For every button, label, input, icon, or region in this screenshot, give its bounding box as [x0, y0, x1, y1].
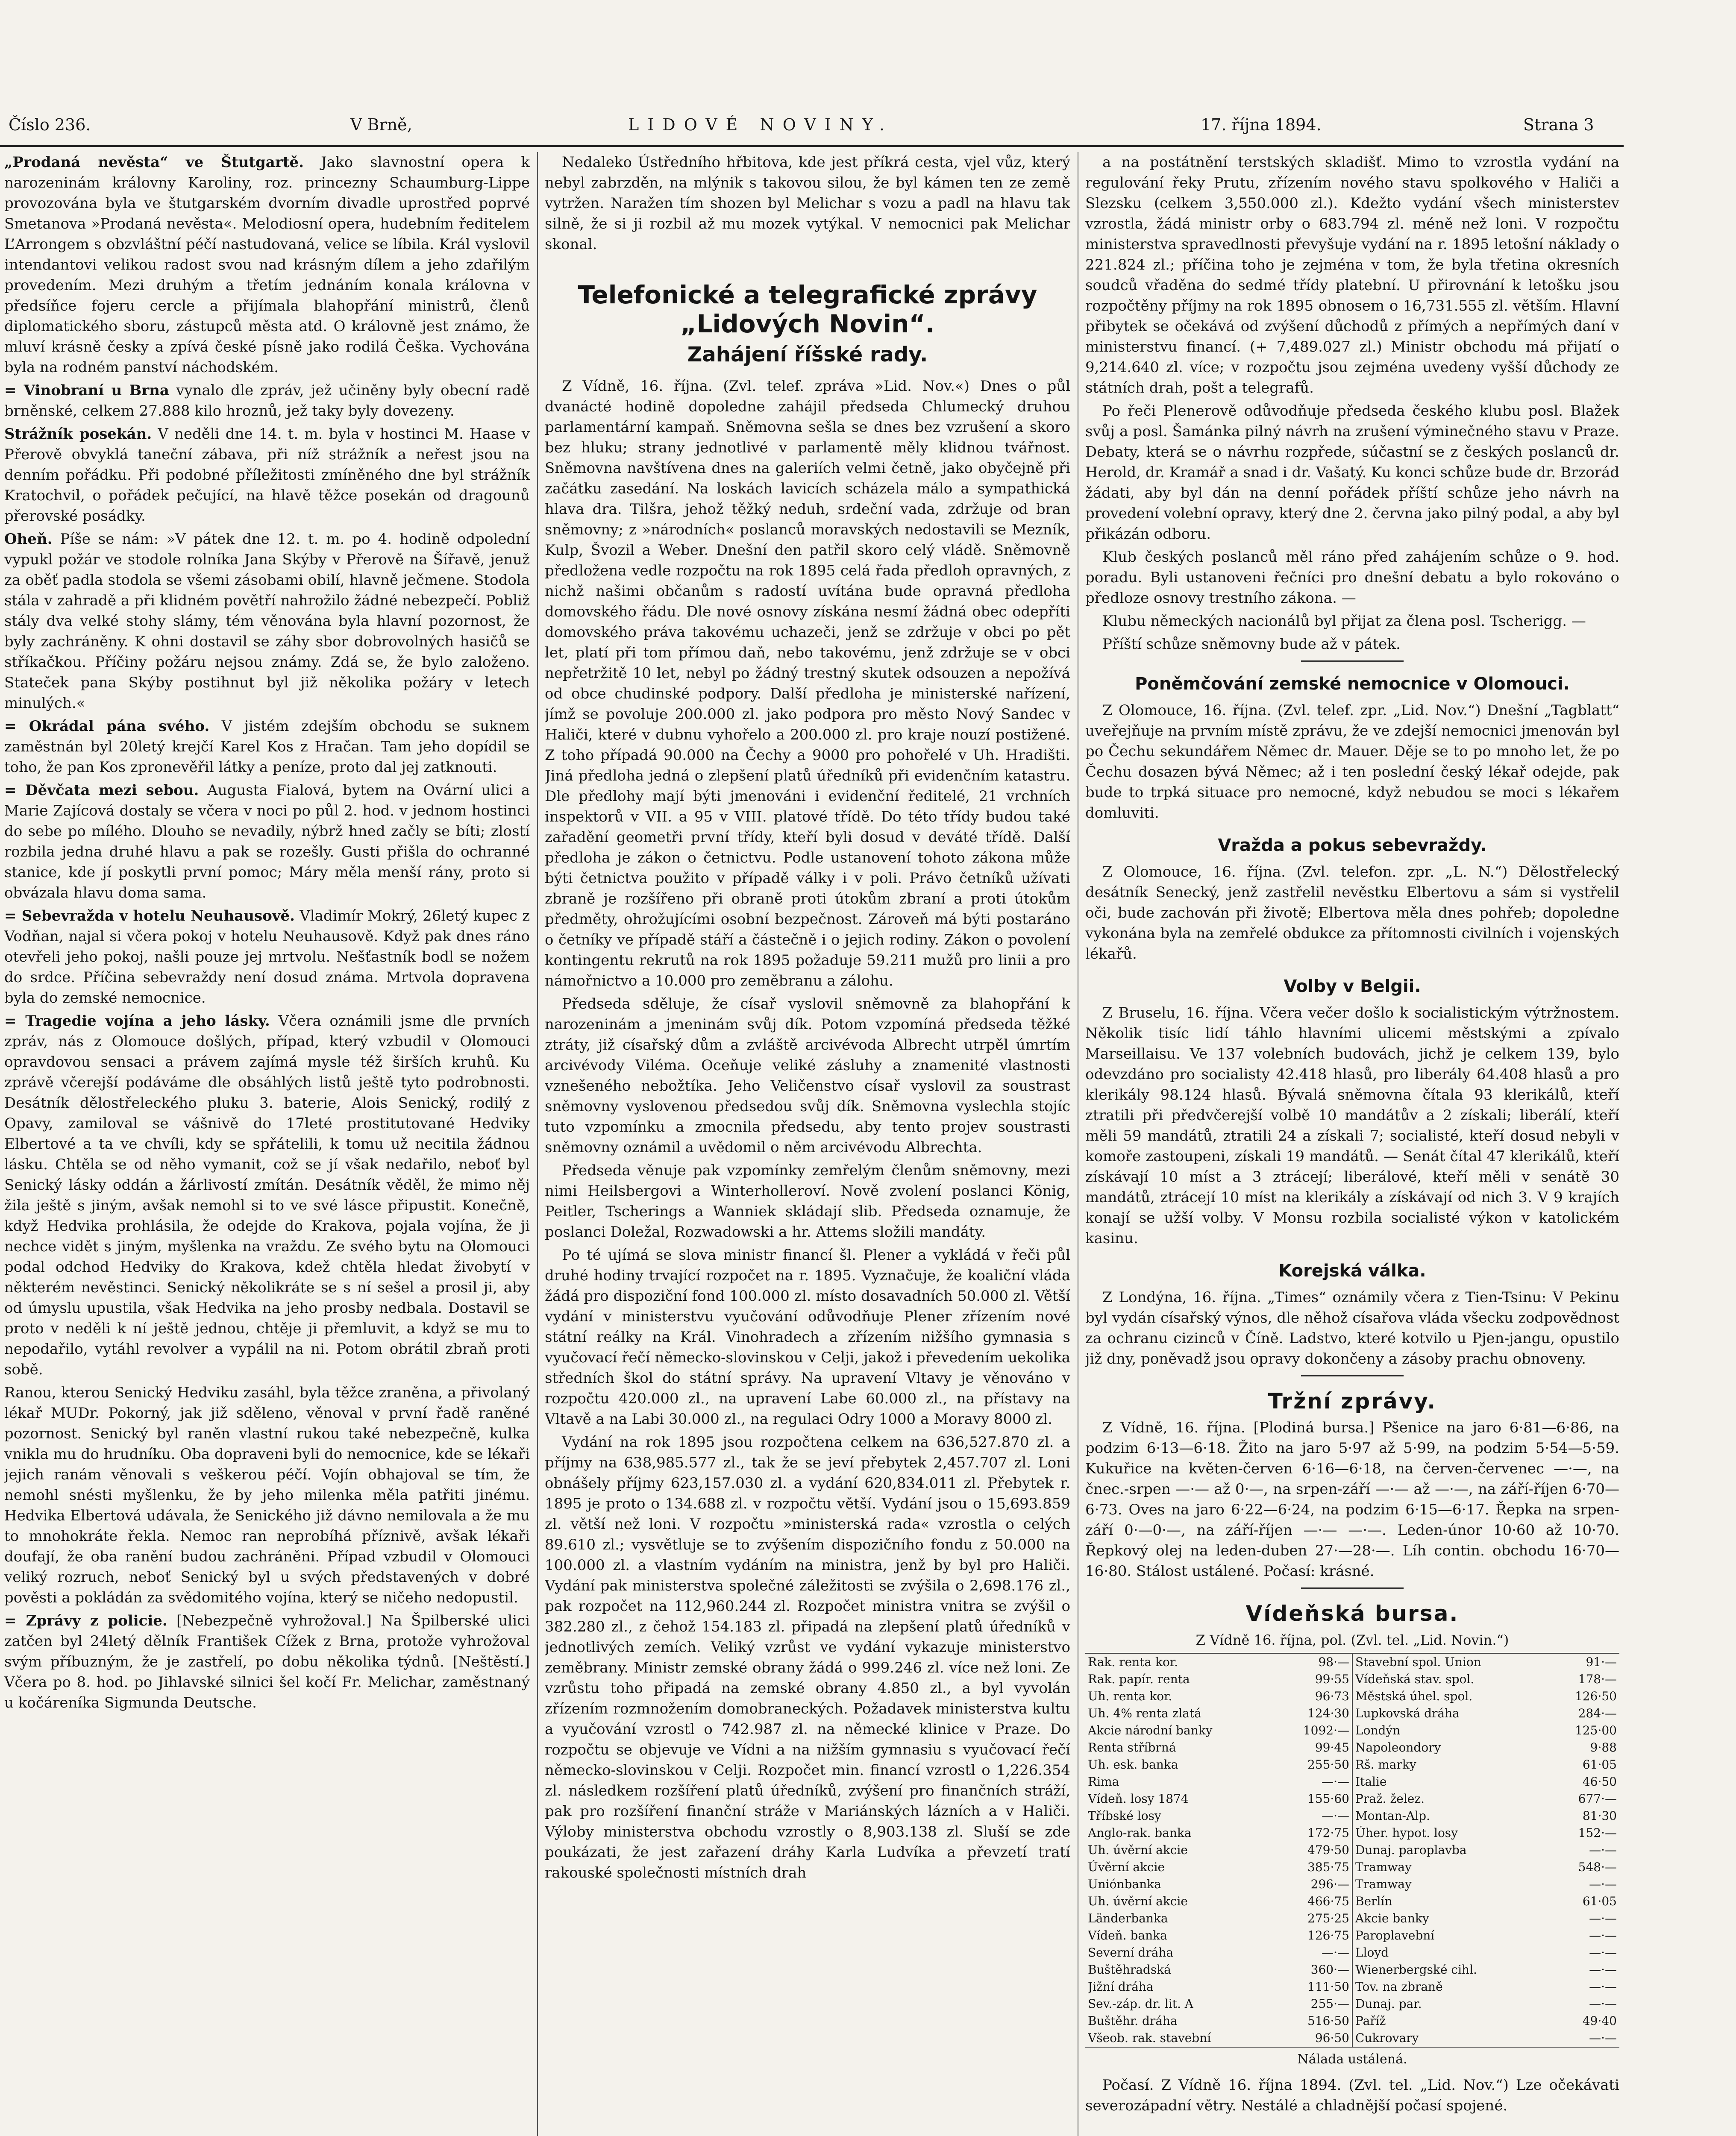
item-headline: = Okrádal pána svého.: [4, 718, 210, 735]
item-text: vynalo dle zpráv, jež učiněny byly obecní radě brněnské, celkem 27.888 kilo hroznů, jež taky byly dovezeny.: [4, 382, 530, 420]
bursa-row: [1355, 1790, 1617, 1807]
bursa-security-name: Paroplavební: [1355, 1928, 1435, 1942]
bursa-security-price: —·—: [1589, 1877, 1617, 1891]
bursa-security-price: 152·—: [1578, 1826, 1617, 1840]
bursa-security-name: Montan-Alp.: [1355, 1809, 1430, 1823]
bursa-security-name: Berlín: [1355, 1894, 1392, 1908]
bursa-row: [1088, 1961, 1349, 1978]
article-paragraph: Předseda věnuje pak vzpomínky zemřelým členům sněmovny, mezi nimi Heilsbergovi a Winterholleroví. Nově zvolení poslanci König, Peitler, Tscherings a Wanniek skládají slib. Předseda oznamuje, že poslanci Doležal, Rozwadowski a hr. Attems složili mandáty.: [545, 1162, 1070, 1241]
item-text: Ranou, kterou Senický Hedviku zasáhl, byla těžce zraněna, a přivolaný lékař MUDr. Pokorný, jak již sděleno, věnoval v první řadě raněné pozornost. Senický byl raněn vlastní rukou také nebezpečně, kulka vnikla mu do hrudníku. Oba dopraveni byli do nemocnice, kde se lékaři jejich ranám věnovali s veškerou péčí. Vojín obhajoval se tím, že nemohl snésti myšlenku, že by jeho milenka měla patřiti jinému. Hedvika Elbertová udávala, že Senického již dávno nemilovala a že mu to mnohokráte řekla. Nemoc ran neprobíhá příznivě, avšak lékaři doufají, že oba ranění budou zachráněni. Případ vzbudil v Olomouci veliký rozruch, neboť Senický byl u svých představených v dobré pověsti a pokládán za svědomitého vojína, který se ničeho nedopustil.: [4, 1384, 530, 1606]
bursa-security-price: 178·—: [1578, 1672, 1617, 1686]
bursa-security-name: Uh. úvěrní akcie: [1088, 1894, 1188, 1908]
issue-date: 17. října 1894.: [1201, 115, 1322, 134]
bursa-row: [1355, 1893, 1617, 1910]
bursa-security-price: 91·—: [1586, 1655, 1617, 1669]
bursa-security-price: 99·45: [1315, 1740, 1349, 1755]
bursa-security-name: Vídeňská stav. spol.: [1355, 1672, 1475, 1686]
bursa-security-name: Rak. papír. renta: [1088, 1672, 1190, 1686]
weather-report: Počasí. Z Vídně 16. října 1894. (Zvl. tel. „Lid. Nov.“) Lze očekávati severozápadní větry. Nestálé a chladnější počasí spojené.: [1085, 2077, 1619, 2114]
bursa-security-price: 126·75: [1307, 1928, 1349, 1942]
bursa-row: [1355, 1842, 1617, 1859]
bursa-security-price: 275·25: [1307, 1911, 1349, 1925]
bursa-row: [1088, 1893, 1349, 1910]
bursa-security-price: 61·05: [1582, 1758, 1617, 1772]
item-text: Vladimír Mokrý, 26letý kupec z Vodňan, najal si včera pokoj v hotelu Neuhausově. Když pak dnes ráno otevřeli jeho pokoj, našli pouze jej mrtvolu. Nešťastník bodl se nožem do srdce. Příčina sebevraždy není dosud známa. Mrtvola dopravena byla do zemské nemocnice.: [4, 907, 530, 1006]
item-headline: = Tragedie vojína a jeho lásky.: [4, 1012, 270, 1030]
column-3: [1085, 152, 1619, 2136]
issue-number: Číslo 236.: [9, 115, 91, 134]
item-text: Jako slavnostní opera k narozeninám královny Karoliny, roz. princezny Schaumburg-Lippe provozována byla ve štutgarském dvorním divadle uprostřed poprvé Smetanova »Prodaná nevěsta«. Melodiosní opera, hudebním ředitelem L’Arrongem s obzvláštní péčí nastudovaná, velice se líbila. Král vyslovil intendantovi velikou radost svou nad krásným dílem a jeho zdařilým provedením. Mezi druhým a třetím jednáním konala královna v předsíňce fojeru cercle a přijímala blahopřání ministrů, členů diplomatického sboru, zástupců města atd. O královně jest známo, že mluví krásně česky a zpívá české písně jako rodilá Češka. Vychována byla na rodném panství náchodském.: [4, 154, 530, 376]
bursa-row: [1355, 1773, 1617, 1790]
place-line: V Brně,: [350, 115, 412, 134]
bursa-security-price: 548·—: [1578, 1860, 1617, 1874]
bursa-security-price: 466·75: [1307, 1894, 1349, 1908]
bursa-security-price: —·—: [1322, 1945, 1349, 1960]
bursa-security-price: 172·75: [1307, 1826, 1349, 1840]
bursa-row: [1355, 1859, 1617, 1876]
item-text: Včera oznámili jsme dle prvních zpráv, nás z Olomouce došlých, případ, který vzbudil v Olomouci opravdovou sensaci a právem zajímá mysle též širších kruhů. Ku zprávě včerejší podáváme dle obsáhlých listů ještě tyto podrobnosti. Desátník dělostřeleckého pluku 3. baterie, Alois Senický, rodilý z Opavy, zamiloval se vášnivě do 17leté prostitutované Hedviky Elbertové a ta ve chvíli, kdy se spřátelili, k tomu už necitila žádnou lásku. Chtěla se od něho vymanit, což se jí však nedařilo, neboť byl Senický lásky oddán a žárlivostí zmítán. Desátník věděl, že mimo něj žila ještě s jiným, avšak nemohl si to ve své lásce připustit. Konečně, když Hedvika prohlásila, že odejde do Krakova, pojala vojína, že ji nechce vidět s jiným, myšlenka na vraždu. Ze svého bytu na Olomouci podal odchod Hedviky do Krakova, kdež chtěla hledat živobytí v některém nevěstinci. Senický několikráte se s ní sešel a prosil ji, aby od úmyslu upustila, však Hedvika na jeho prosby nedbala. Dostavil se proto v neděli k ní ještě jednou, chtěje ji přemluvit, a když se mu to nepodařilo, vytáhl revolver a vypálil na ni. Potom obrátil zbraň proti sobě.: [4, 1012, 530, 1378]
column-divider: [537, 152, 538, 2136]
separator-rule: [1301, 1375, 1404, 1376]
bursa-row: [1355, 1654, 1617, 1671]
bursa-row: [1088, 1910, 1349, 1927]
item-text: Augusta Fialová, bytem na Ovární ulici a Marie Zajícová dostaly se včera v noci po půl 2. hod. v jednom hostinci do sebe po mílého. Dlouho se nevadily, nýbrž hned začly se bíti; zlostí rozbila jedna druhé hlavu a pak se rozešly. Gusti přišla do ochranné stanice, kde jí poskytli první pomoc; Máry měla menší rány, proto si obvázala hlavu doma sama.: [4, 782, 530, 901]
item-text: Píše se nám: »V pátek dne 12. t. m. po 4. hodině odpolední vypukl požár ve stodole rolníka Jana Skýby v Přerově na Šířavě, jenuž za oběť padla stodola se všemi zásobami obilí, hlavně ječmene. Stodola stála v zahradě a při klidném povětří nahrožilo žádné nebezpečí. Pobliž stály dva velké stohy slámy, tém věnována byla hlavní pozornost, že byly zachráněny. K ohni dostavil se záhy sbor dobrovolných hasičů se stříkačkou. Příčiny požáru nejsou známy. Zdá se, že bylo založeno. Stateček pana Skýby postihnut byl již několika požáry v letech minulých.«: [4, 531, 530, 712]
bursa-security-name: Uh. 4% renta zlatá: [1088, 1706, 1201, 1720]
bursa-security-name: Všeob. rak. stavební: [1088, 2031, 1211, 2045]
bursa-row: [1355, 1927, 1617, 1944]
bursa-row: [1088, 1756, 1349, 1773]
article-paragraph: Předseda sděluje, že císař vyslovil sněmovně za blahopřání k narozeninám a jmeninám svůj dík. Potom vzpomíná předseda těžké ztráty, již císařský dům a zvláště arcivévoda Albrecht utrpěl úmrtím arcivévody Viléma. Oceňuje veliké zásluhy a znamenité vlastnosti vznešeného nebožtíka. Jeho Veličenstvo císař vyslovil za soustrast sněmovny vyslovenou předsedou svůj dík. Sněmovna vyslechla stojíc tuto vzpomínku a zmocnila předsedu, aby tento projev soustrasti sněmovny oznámil a uvědomil o něm arcivévodu Albrechta.: [545, 995, 1070, 1156]
article-paragraph: Příští schůze sněmovny bude až v pátek.: [1102, 636, 1401, 653]
bursa-security-price: 360·—: [1310, 1963, 1349, 1977]
bursa-row: [1088, 1790, 1349, 1807]
bursa-security-name: Anglo-rak. banka: [1088, 1826, 1192, 1840]
article-continuation: Nedaleko Ústředního hřbitova, kde jest příkrá cesta, vjel vůz, který nebyl zabrzděn, na mlýnik s takovou silou, že byl kámen ten ze země vytržen. Naražen tím shozen byl Melichar s vozu a padl na hlavu tak silně, že si ji rozbil až mu mozek vytýkal. V nemocnici pak Melichar skonal.: [545, 154, 1070, 253]
bursa-row: [1088, 1671, 1349, 1688]
bursa-security-name: Italie: [1355, 1775, 1387, 1789]
bursa-row: [1088, 2013, 1349, 2030]
bursa-row: [1355, 1876, 1617, 1893]
bursa-security-name: Buštěhradská: [1088, 1963, 1171, 1977]
article-paragraph: Z Olomouce, 16. října. (Zvl. telef. zpr. „Lid. Nov.“) Dnešní „Tagblatt“ uveřejňuje na prvním místě zprávu, že ve zdejší nemocnici jmenován byl po Čechu sekundářem Němec dr. Mauer. Děje se to po mnoho let, že po Čechu dosazen bývá Němec; až i ten poslední český lékař odejde, pak bude to trpká situace pro nemocné, když nebudou se moci s lékařem domluviti.: [1085, 702, 1619, 822]
bursa-row: [1088, 1859, 1349, 1876]
bursa-row: [1088, 1995, 1349, 2013]
bursa-security-price: —·—: [1589, 1843, 1617, 1857]
bursa-row: [1355, 2013, 1617, 2030]
bursa-row: [1088, 1825, 1349, 1842]
bursa-row: [1088, 1773, 1349, 1790]
bursa-security-name: Rak. renta kor.: [1088, 1655, 1178, 1669]
bursa-security-price: 126·50: [1575, 1689, 1617, 1703]
bursa-row: [1088, 1688, 1349, 1705]
article-paragraph: Po řeči Plenerově odůvodňuje předseda českého klubu posl. Blažek svůj a posl. Šamánka pilný návrh na zrušení výminečného stavu v Praze. Debaty, která se o návrhu rozpřede, súčastní se z českých poslanců dr. Herold, dr. Kramář a snad i dr. Vašatý. Ku konci schůze bude dr. Brzorád žádati, aby byl dán na denní pořádek příští schůze jeho návrh na provedení volební opravy, který dne 2. června jako pilný podal, a aby byl přikázán odboru.: [1085, 402, 1619, 543]
bursa-security-name: Renta stříbrná: [1088, 1740, 1176, 1755]
headline-vrazda: Vražda a pokus sebevraždy.: [1218, 836, 1487, 855]
separator-rule: [1301, 660, 1404, 662]
bursa-security-price: 296·—: [1310, 1877, 1349, 1891]
news-item: [4, 380, 530, 421]
bursa-security-name: Uh. esk. banka: [1088, 1758, 1178, 1772]
article-paragraph: Vydání na rok 1895 jsou rozpočtena celkem na 636,527.870 zl. a příjmy na 638,985.577 zl., tak že se jeví přebytek 2,457.707 zl. Loni obnášely příjmy 623,157.030 zl. a vydání 620,834.011 zl. Přebytek r. 1895 je proto o 134.688 zl. v rozpočtu větší. Vydání jsou o 15,693.859 zl. větší než loni. V rozpočtu »ministerská rada« vzrostla o celých 89.610 zl.; vysvětluje se to zvýšením dispozičního fondu z 50.000 na 100.000 zl. a vlastním vydáním na ministra, jenž by byl pro Haliči. Vydání pak ministerstva společné záležitosti se zvýšila o 2,698.176 zl., pak rozpočet na 112,960.244 zl. Rozpočet ministra vnitra se zvýšil o 382.280 zl., z čehož 154.183 zl. připadá na zlepšení platů úředníků v jednotlivých zemích. Veliký vzrůst ve vydání vykazuje ministerstvo zeměbrany. Ministr zemské obrany žádá o 999.246 zl. více než loni. Ze vzrůstu toho připadá na zemské obrany 4.850 zl., a byl vyvolán zřízením rozmnožením domobraneckých. Požadavek ministerstva kultu a vyučování vzrostl o 742.987 zl. na německé klinice v Praze. Do rozpočtu se objevuje ve Vídni a na nižším gymnasiu s vyučovací řečí německo-slovinskou v Celji. Rozpočet min. financí vzrostl o 1,226.354 zl. následkem rozšíření platů úředníků, zvýšení pro finančních stráží, pak pro rozšíření finanční stráže v Mariánských lázních a v Haliči. Výloby ministerstva obchodu vzrostly o 8,903.138 zl. Sluší se zde poukázati, že jest zařazení dráhy Karla Ludvíka a převzetí tratí rakouské společnosti místních drah: [545, 1434, 1070, 1881]
item-headline: „Prodaná nevěsta“ ve Štutgartě.: [4, 154, 304, 171]
bursa-security-name: Jižní dráha: [1088, 1980, 1154, 1994]
bursa-security-price: —·—: [1589, 1911, 1617, 1925]
bursa-mood: Nálada ustálená.: [1297, 2052, 1407, 2067]
article-paragraph: Z Vídně, 16. října. (Zvl. telef. zpráva »Lid. Nov.«) Dnes o půl dvanácté hodině dopoledne zahájil předseda Chlumecký druhou parlamentární kampaň. Sněmovna sešla se dnes bez vzrušení a skoro bez hluku; strany jednotlivé v parlamentě měly klidnou tvářnost. Sněmovna navštívena dnes na galeriích velmi četně, jako obyčejně při začátku zasedání. Na loskách lavicích scházela málo a sympathická hlava dra. Tilšra, jehož těžký neduh, srdeční vada, zdržuje od bran sněmovny; z »národních« poslanců moravských nedostavili se Mezník, Kulp, Švozil a Weber. Dnešní den patřil skoro celý vládě. Sněmovně předložena vedle rozpočtu na rok 1895 celá řada předloh opravných, z nichž našimi občanům s radostí uvítána bude opravná předloha domovského řádu. Dle nové osnovy získána nesmí žádná obec odepříti domovského práva takovému uchazeči, jenž se zdržuje v obci po pět let, platí při tom přímou daň, nebo takovému, jenž zdržuje se v obci nepřetržitě 10 let, nebyl po žádný trestný skutek odsouzen a nepožívá od obce chudinské podpory. Další předloha je ministerské nařízení, jímž se povoluje 200.000 zl. jako podpora pro město Nový Sandec v Haliči, které v dubnu vyhořelo a 200.000 zl. pro kraje nouzí postižené. Z toho případá 90.000 na Čechy a 9000 pro pohořelé v Uh. Hradišti. Jiná předloha jedná o zlepšení platů úředníků při evidenčním katastru. Dle předlohy mají býti jmenováni i evidenční ředitelé, 21 vrchních inspektorů v VII. a 95 v VIII. platové třídě. Do této třídy budou také zařadění geometři první třídy, kteří byli dosud v deváté třídě. Další předloha je zákon o četnictvu. Podle ustanovení tohoto zákona může býti četnictva použito v případě války i v poli. Právo četníků užívati zbraně je rozšířeno při obraně proti útokům zbraní a proti útokům předměty, ohrožujícími osobní bezpečnost. Zároveň má býti postaráno o četníky ve případě stáří a částečně i o jejich rodiny. Zákon o povolení kontingentu rekrutů na rok 1895 požaduje 59.211 mužů pro linii a pro námořnictvo a 10.000 pro zeměbranu a zálohu.: [545, 378, 1070, 989]
bursa-security-name: Länderbanka: [1088, 1911, 1168, 1925]
bursa-security-name: Rima: [1088, 1775, 1119, 1789]
article-paragraph: Po té ujímá se slova ministr financí šl. Plener a vykládá v řeči půl druhé hodiny trvající rozpočet na r. 1895. Vyznačuje, že koaliční vláda žádá pro dispoziční fond 100.000 zl. místo dosavadních 50.000 zl. Větší vydání v ministerstvu vyučování odůvodňuje Plener zřízením nové státní reálky na Král. Vinohradech a zřízením nižšího gymnasia s vyučovací řečí německo-slovinskou v Celji, jakož i převedením uekolika středních škol do státní správy. Na upravení Vltavy je věnováno v rozpočtu 420.000 zl., na upravení Labe 60.000 zl., na přístavy na Vltavě a na Labi 30.000 zl., na regulaci Odry 1000 a Moravy 8000 zl.: [545, 1247, 1070, 1428]
bursa-row: [1088, 1722, 1349, 1739]
news-item: [4, 716, 530, 778]
bursa-security-price: 111·50: [1307, 1980, 1349, 1994]
bursa-row: [1355, 1671, 1617, 1688]
news-item: [4, 906, 530, 1008]
news-item: [4, 424, 530, 526]
headline-korea: Korejská válka.: [1278, 1261, 1426, 1281]
bursa-row: [1355, 2030, 1617, 2047]
item-headline: Oheň.: [4, 531, 53, 548]
bursa-row: [1355, 1910, 1617, 1927]
header-rule: [0, 145, 1624, 147]
bursa-security-name: Sev.-záp. dr. lit. A: [1088, 1997, 1193, 2011]
bursa-security-name: Úher. hypot. losy: [1355, 1826, 1458, 1840]
bursa-security-price: 96·73: [1315, 1689, 1349, 1703]
bursa-security-price: 155·60: [1307, 1792, 1349, 1806]
headline-bursa: Vídeňská bursa.: [1245, 1601, 1459, 1626]
headline-volby: Volby v Belgii.: [1284, 977, 1421, 996]
bursa-row: [1088, 1944, 1349, 1961]
section-headline: Telefonické a telegrafické zprávy „Lidových Novin“.: [578, 280, 1037, 338]
item-headline: = Sebevražda v hotelu Neuhausově.: [4, 907, 295, 924]
bursa-security-price: —·—: [1589, 1963, 1617, 1977]
bursa-security-name: Stavební spol. Union: [1355, 1655, 1481, 1669]
item-text: V jistém zdejším obchodu se suknem zaměstnán byl 20letý krejčí Karel Kos z Hračan. Tam jeho dopídil se toho, že pan Kos zpronevěřil látky a peníze, proto dal jej zatknouti.: [4, 718, 530, 776]
article-paragraph: a na postátnění terstských skladišť. Mimo to vzrostla vydání na regulování řeky Prutu, zřízením nového stavu spolkového v Haliči a Slezsku (celkem 3,550.000 zl.). Kdežto vydání všech ministerstev vzrostla, žádá ministr orby o 683.794 zl. méně než loni. V rozpočtu ministerstva spravedlnosti převyšuje vydání na r. 1895 letošní náklady o 221.824 zl.; příčina toho je zejména v tom, že byla třetina okresních soudců vřaděna do sedmé třídy platební. U přirovnání k letošku jsou rozpočtěny příjmy na rok 1895 obnosem o 16,731.555 zl. větším. Hlavní přibytek se očekává od zvýšení důchodů z přímých a nepřímých daní v ministerstvu financí. (+ 7,489.027 zl.) Ministr obchodu má přijatí o 9,214.640 zl. více; v rozpočtu jsou zejména uvedeny vyšší důchody ze státních drah, pošt a telegrafů.: [1085, 154, 1619, 396]
bursa-security-name: Tříbské losy: [1088, 1809, 1161, 1823]
item-text: [Nebezpečně vyhrožoval.] Na Špilberské ulici zatčen byl 24letý dělník František Cížek z Brna, protože vyhrožoval svým příbuzným, že je zastřelí, po dobu několika týdnů. [Neštěstí.] Včera po 8. hod. po Jihlavské silnici šel kočí Fr. Melichar, zaměstnaný u kočáreníka Sigmunda Deutsche.: [4, 1612, 530, 1711]
article-paragraph: Z Bruselu, 16. října. Včera večer došlo k socialistickým výtržnostem. Několik tisíc lidí táhlo hlavními ulicemi městskými a zpívalo Marseillaisu. Ve 137 volebních budovách, jichž je celkem 139, bylo odevzdáno pro socialisty 42.418 hlasů, pro liberály 64.408 hlasů a pro klerikály 98.124 hlasů. Bývalá sněmovna čítala 93 klerikálů, kteří ztratili při předvčerejší volbě 10 mandátův a 2 získali; liberálí, kteří měli 59 mandátů, ztratili 24 a získali 7; socialisté, kteří dosud nebyli v komoře zastoupeni, získali 19 mandátů. — Senát čítal 47 klerikálů, kteří získávají 10 míst a 3 ztrácejí; liberálové, kteří měli v senátě 30 mandátů, ztrácejí 10 míst na klerikály a získávají od nich 3. V 9 krajích konají se užší volby. V Monsu rozbila socialisté výkon v katolickém kasinu.: [1085, 1004, 1619, 1247]
bursa-security-name: Uniónbanka: [1088, 1877, 1161, 1891]
bursa-row: [1088, 1876, 1349, 1893]
bursa-security-price: 49·40: [1582, 2014, 1617, 2028]
bursa-security-name: Úvěrní akcie: [1088, 1860, 1165, 1874]
bursa-row: [1355, 1825, 1617, 1842]
bursa-security-name: Dunaj. par.: [1355, 1997, 1422, 2011]
bursa-security-name: Londýn: [1355, 1723, 1401, 1737]
bursa-row: [1355, 1944, 1617, 1961]
bursa-security-price: —·—: [1589, 1945, 1617, 1960]
item-text: V neděli dne 14. t. m. byla v hostinci M. Haase v Přerově obvyklá taneční zábava, při níž strážník a neřest jsou na denním pořádku. Při podobné příležitosti zmíněného dne byl strážník Kratochvil, o pořádek pečující, na hlavě těžce posekán od dragounů přerovské posádky.: [4, 425, 530, 525]
bursa-security-name: Městská úhel. spol.: [1355, 1689, 1473, 1703]
bursa-security-price: 81·30: [1582, 1809, 1617, 1823]
bursa-security-name: Lloyd: [1355, 1945, 1389, 1960]
bursa-row: [1088, 1654, 1349, 1671]
bursa-row: [1355, 1995, 1617, 2013]
bursa-security-name: Tov. na zbraně: [1355, 1980, 1443, 1994]
bursa-security-price: —·—: [1322, 1775, 1349, 1789]
bursa-row: [1355, 1978, 1617, 1995]
bursa-security-price: 1092·—: [1303, 1723, 1349, 1737]
bursa-security-price: —·—: [1589, 1997, 1617, 2011]
bursa-row: [1355, 1756, 1617, 1773]
bursa-row: [1088, 2030, 1349, 2047]
page-number: Strana 3: [1523, 115, 1594, 134]
item-headline: Strážník posekán.: [4, 425, 152, 443]
bursa-security-price: —·—: [1589, 2031, 1617, 2045]
news-item: [4, 1382, 530, 1608]
column-1: [4, 152, 530, 2136]
bursa-security-price: 61·05: [1582, 1894, 1617, 1908]
bursa-row: [1088, 1842, 1349, 1859]
bursa-security-price: 479·50: [1307, 1843, 1349, 1857]
article-paragraph: Klubu německých nacionálů byl přijat za člena posl. Tscherigg. —: [1102, 613, 1586, 630]
article-paragraph: Z Olomouce, 16. října. (Zvl. telefon. zpr. „L. N.“) Dělostřelecký desátník Senecký, jenž zastřelil nevěstku Elbertovu a sám si vystřelil oči, bude zachován při životě; Elbertova měla dnes pohřeb; dopoledne vykonána byla na zemřelé obdukce za přítomnosti civilních i vojenských lékařů.: [1085, 863, 1619, 962]
bursa-subtitle: Z Vídně 16. října, pol. (Zvl. tel. „Lid. Novin.“): [1196, 1632, 1509, 1648]
item-headline: = Zprávy z policie.: [4, 1612, 167, 1629]
bursa-security-name: Akcie národní banky: [1088, 1723, 1213, 1737]
page-header: [0, 107, 1624, 145]
bursa-column-right: [1352, 1654, 1619, 2047]
bursa-security-price: 284·—: [1578, 1706, 1617, 1720]
bursa-security-name: Akcie banky: [1355, 1911, 1429, 1925]
item-headline: = Vinobraní u Brna: [4, 382, 169, 399]
bursa-security-name: Tramway: [1355, 1877, 1412, 1891]
bursa-security-name: Uh. renta kor.: [1088, 1689, 1172, 1703]
bursa-security-name: Napoleondory: [1355, 1740, 1441, 1755]
bursa-security-name: Rš. marky: [1355, 1758, 1416, 1772]
bursa-security-price: 385·75: [1307, 1860, 1349, 1874]
bursa-column-left: [1085, 1654, 1352, 2047]
bursa-security-name: Paříž: [1355, 2014, 1386, 2028]
bursa-row: [1088, 1978, 1349, 1995]
bursa-security-price: 255·50: [1307, 1758, 1349, 1772]
bursa-security-name: Cukrovary: [1355, 2031, 1419, 2045]
bursa-row: [1355, 1961, 1617, 1978]
bursa-security-price: 98·—: [1318, 1655, 1349, 1669]
column-2: [545, 152, 1070, 2136]
bursa-security-price: 46·50: [1582, 1775, 1617, 1789]
separator-rule: [1301, 1587, 1404, 1589]
headline-trzni-zpravy: Tržní zprávy.: [1268, 1389, 1437, 1414]
headline-nemocnice: Poněmčování zemské nemocnice v Olomouci.: [1135, 674, 1570, 694]
article-paragraph: Z Londýna, 16. října. „Times“ oznámily včera z Tien-Tsinu: V Pekinu byl vydán císařský výnos, dle něhož císařova vláda všecku zodpovědnost za ochranu cizinců v Číně. Ladstvo, které kotvilo u Pjen-jangu, opustilo již dny, poněvadž jsou opravy dokončeny a zásoby prachu obnoveny.: [1085, 1289, 1619, 1367]
bursa-security-price: 99·55: [1315, 1672, 1349, 1686]
bursa-security-name: Wienerbergské cihl.: [1355, 1963, 1477, 1977]
bursa-row: [1355, 1688, 1617, 1705]
bursa-security-name: Dunaj. paroplavba: [1355, 1843, 1467, 1857]
bursa-security-name: Uh. úvěrní akcie: [1088, 1843, 1188, 1857]
item-headline: = Děvčata mezi sebou.: [4, 782, 199, 799]
bursa-row: [1355, 1739, 1617, 1756]
bursa-security-price: 677·—: [1578, 1792, 1617, 1806]
bursa-security-price: 516·50: [1307, 2014, 1349, 2028]
bursa-row: [1088, 1807, 1349, 1825]
bursa-row: [1355, 1722, 1617, 1739]
bursa-row: [1355, 1705, 1617, 1722]
bursa-security-price: 124·30: [1307, 1706, 1349, 1720]
bursa-security-name: Tramway: [1355, 1860, 1412, 1874]
news-item: [4, 780, 530, 903]
bursa-security-name: Praž. želez.: [1355, 1792, 1425, 1806]
news-item: [4, 1611, 530, 1713]
bursa-security-price: 255·—: [1310, 1997, 1349, 2011]
bursa-security-name: Vídeň. losy 1874: [1088, 1792, 1189, 1806]
bursa-row: [1088, 1927, 1349, 1944]
bursa-table: [1085, 1630, 1619, 2070]
bursa-security-name: Buštěhr. dráha: [1088, 2014, 1178, 2028]
bursa-security-name: Severní dráha: [1088, 1945, 1174, 1960]
bursa-security-price: —·—: [1589, 1928, 1617, 1942]
news-item: [4, 529, 530, 713]
bursa-security-name: Vídeň. banka: [1088, 1928, 1167, 1942]
newspaper-title: LIDOVÉ NOVINY.: [628, 115, 893, 134]
bursa-security-price: 125·00: [1575, 1723, 1617, 1737]
bursa-security-price: —·—: [1589, 1980, 1617, 1994]
news-item: [4, 1011, 530, 1380]
bursa-row: [1088, 1705, 1349, 1722]
bursa-row: [1355, 1807, 1617, 1825]
bursa-security-price: 9·88: [1590, 1740, 1617, 1755]
news-item: [4, 152, 530, 378]
bursa-security-price: 96·50: [1315, 2031, 1349, 2045]
bursa-security-name: Lupkovská dráha: [1355, 1706, 1460, 1720]
article-headline: Zahájení říšské rady.: [687, 343, 928, 367]
market-report: Z Vídně, 16. října. [Plodiná bursa.] Pšenice na jaro 6·81—6·86, na podzim 6·13—6·18. Žito na jaro 5·97 až 5·99, na podzim 5·54—5·59. Kukuřice na květen-červen 6·16—6·18, na červen-červenec —·—, na čnec.-srpen —·— až 0·—, na srpen-září —·— až —·—, na září-říjen 6·70—6·73. Oves na jaro 6·22—6·24, na podzim 6·15—6·17. Řepka na srpen-září 0·—0·—, na září-říjen —·— —·—. Leden-únor 10·60 až 10·70. Řepkový olej na leden-duben 27·—28·—. Líh contin. obchodu 16·70—16·80. Stálost ustálené. Počasí: krásné.: [1085, 1419, 1619, 1580]
bursa-row: [1088, 1739, 1349, 1756]
bursa-grid: [1085, 1653, 1619, 2048]
bursa-security-price: —·—: [1322, 1809, 1349, 1823]
article-paragraph: Klub českých poslanců měl ráno před zahájením schůze o 9. hod. poradu. Byli ustanoveni řečníci pro dnešní debatu a bylo rokováno o předloze osnovy trestního zákona. —: [1085, 549, 1619, 607]
